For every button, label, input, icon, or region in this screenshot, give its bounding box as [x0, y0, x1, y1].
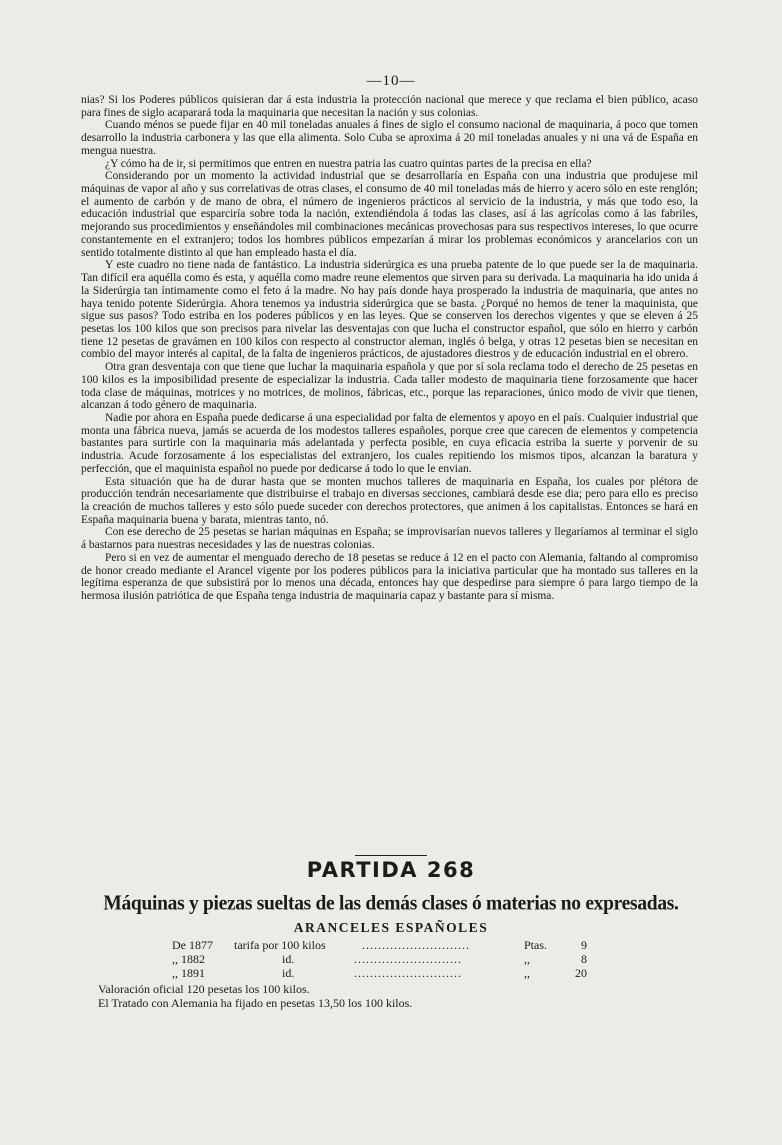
- tariff-year: De 1877: [172, 938, 213, 952]
- valuation-line: Valoración oficial 120 pesetas los 100 kilos.: [98, 982, 310, 996]
- tariff-year: ,, 1891: [172, 966, 205, 980]
- tariff-description: tarifa por 100 kilos: [234, 938, 326, 952]
- dot-leaders: ...........................: [362, 938, 470, 952]
- paragraph: Pero si en vez de aumentar el menguado derecho de 18 pesetas se reduce á 12 en el pacto con Alemania, faltando al compromiso de honor creado mediante el Arancel vigente por los poderes públicos para la iniciativa particular que ha montado sus talleres en la legítima esperanza de que subsistirá por lo menos una década, entonces hay que despedirse para siempre ó para largo tiempo de la hermosa ilusión patriótica de que España tenga industria de maquinaria capaz y bastante para sí misma.: [81, 551, 698, 603]
- paragraph: Cuando ménos se puede fijar en 40 mil toneladas anuales á fines de siglo el consumo nacional de maquinaria, á poco que tomen desarrollo la industria carbonera y las que ella alimenta. Solo Cuba se aproxima á 20 mil toneladas anuales y ni una vá de España en mengua nuestra.: [81, 119, 698, 157]
- tariff-table: [172, 938, 592, 980]
- tariff-year: ,, 1882: [172, 952, 205, 966]
- tariff-amount: 20: [575, 966, 587, 980]
- tariff-unit: ,,: [524, 966, 530, 980]
- paragraph: Y este cuadro no tiene nada de fantástico. La industria siderúrgica es una prueba patente de lo que puede ser la de maquinaria. Tan difícil era aquélla como és esta, y aquélla como madre reune elementos que sirven para su derivada. La maquinaria ha ido unida á la Siderúrgia tan íntimamente como el feto á la madre. No hay país donde haya prosperado la industria de maquinaria, que antes no haya tenido potente Siderúrgia. Ahora tenemos ya industria siderúrgica que se basta. ¿Porqué no hemos de tener la maquinista, que sigue sus pasos? Todo estriba en los poderes públicos y en las leyes. Que se conserven los derechos vigentes y que se eleven á 25 pesetas los 100 kilos que son precisos para nivelar las desventajas con que lucha el constructor español, que sólo en hierro y carbón tiene 12 pesetas de gravámen en 100 kilos con respecto al constructor aleman, inglés ó belga, y otras 12 pesetas bien se necesitan en combio del mayor interés al capital, de la falta de ingenieros prácticos, de ajustadores diestros y de educación industrial en el obrero.: [81, 259, 698, 361]
- tariff-description: id.: [282, 966, 295, 980]
- closing-notes: [98, 982, 618, 1010]
- tariff-row: [172, 966, 592, 980]
- treaty-line: El Tratado con Alemania ha fijado en pesetas 13,50 los 100 kilos.: [98, 996, 413, 1010]
- paragraph: Otra gran desventaja con que tiene que luchar la maquinaria española y que por sí sola reclama todo el derecho de 25 pesetas en 100 kilos es la imposibilidad presente de especializar la industria. Cada taller modesto de maquinaria tiene forzosamente que hacer toda clase de máquinas, motrices y no motrices, de molinos, fábricas, etc., porque las reparaciones, único modo de vivir que tienen, alcanzan á todo género de maquinaria.: [81, 361, 698, 412]
- heading-rule: [355, 855, 427, 856]
- tariff-heading: ARANCELES ESPAÑOLES: [293, 920, 489, 935]
- tariff-row: [172, 952, 592, 966]
- partida-heading: PARTIDA 268: [306, 858, 476, 882]
- body-text: [81, 94, 698, 603]
- paragraph: nias? Si los Poderes públicos quisieran dar á esta industria la protección nacional que merece y que reclama el bien público, acaso para fines de siglo acaparará toda la maquinaria que necesitan la nación y sus colonias.: [81, 94, 698, 119]
- tariff-amount: 9: [581, 938, 587, 952]
- product-title: Máquinas y piezas sueltas de las demás clases ó materias no expresadas.: [103, 892, 679, 915]
- tariff-amount: 8: [581, 952, 587, 966]
- dot-leaders: ...........................: [354, 966, 462, 980]
- tariff-row: [172, 938, 592, 952]
- paragraph: Nadie por ahora en España puede dedicarse á una especialidad por falta de elementos y apoyo en el país. Cualquier industrial que monta una fábrica nueva, jamás se acuerda de los modestos talleres españoles, porque cree que carecen de elementos y competencia bastantes para surtirle con la maquinaria más adelantada y perfecta posible, en cuya eficacia estriba la suerte y porvenir de su industria. Acude forzosamente á los especialistas del extranjero, los cuales repitiendo los mismos tipos, alcanzan la baratura y perfección, que el maquinista español no puede por dedicarse á todo lo que le envian.: [81, 411, 698, 475]
- page-number: —10—: [366, 73, 416, 89]
- tariff-description: id.: [282, 952, 295, 966]
- dot-leaders: ...........................: [354, 952, 462, 966]
- paragraph: ¿Y cómo ha de ir, si permitimos que entren en nuestra patria las cuatro quintas partes de la precisa en ella?: [105, 157, 592, 170]
- paragraph: Considerando por un momento la actividad industrial que se desarrollaría en España con una industria que produjese mil máquinas de vapor al año y sus correlativas de otras clases, el consumo de 40 mil toneladas más de hierro y acero sólo en este renglón; el aumento de carbón y de mano de obra, el número de ingenieros prácticos al servicio de la industria, y más que todo eso, la educación industrial que esparciría sobre toda la nación, extendiéndola á todas las clases, así á las agrícolas como á las fabriles, mejorando sus procedimientos y enseñándoles mil combinaciones mecánicas provechosas para sus respectivos intereses, lo que ocurre constantemente en el extranjero; todos los hombres públicos empezarían á mirar los problemas económicos y arancelarios con un sentido totalmente distinto al que han empleado hasta el día.: [81, 170, 698, 259]
- paragraph: Esta situación que ha de durar hasta que se monten muchos talleres de maquinaria en España, los cuales por plétora de producción tendrán necesariamente que distribuirse el trabajo en diversas secciones, cambiará desde ese dia; pero para ello es preciso la creación de muchos talleres y esto sólo puede suceder con derechos protectores, que animen á los capitalistas. Entonces se hará en España maquinaria buena y barata, mientras tanto, nó.: [81, 475, 698, 526]
- tariff-unit: Ptas.: [524, 938, 548, 952]
- tariff-unit: ,,: [524, 952, 530, 966]
- paragraph: Con ese derecho de 25 pesetas se harian máquinas en España; se improvisarían nuevos talleres y llegaríamos al terminar el siglo á bastarnos para nuestras necesidades y las de nuestras colonias.: [81, 526, 698, 552]
